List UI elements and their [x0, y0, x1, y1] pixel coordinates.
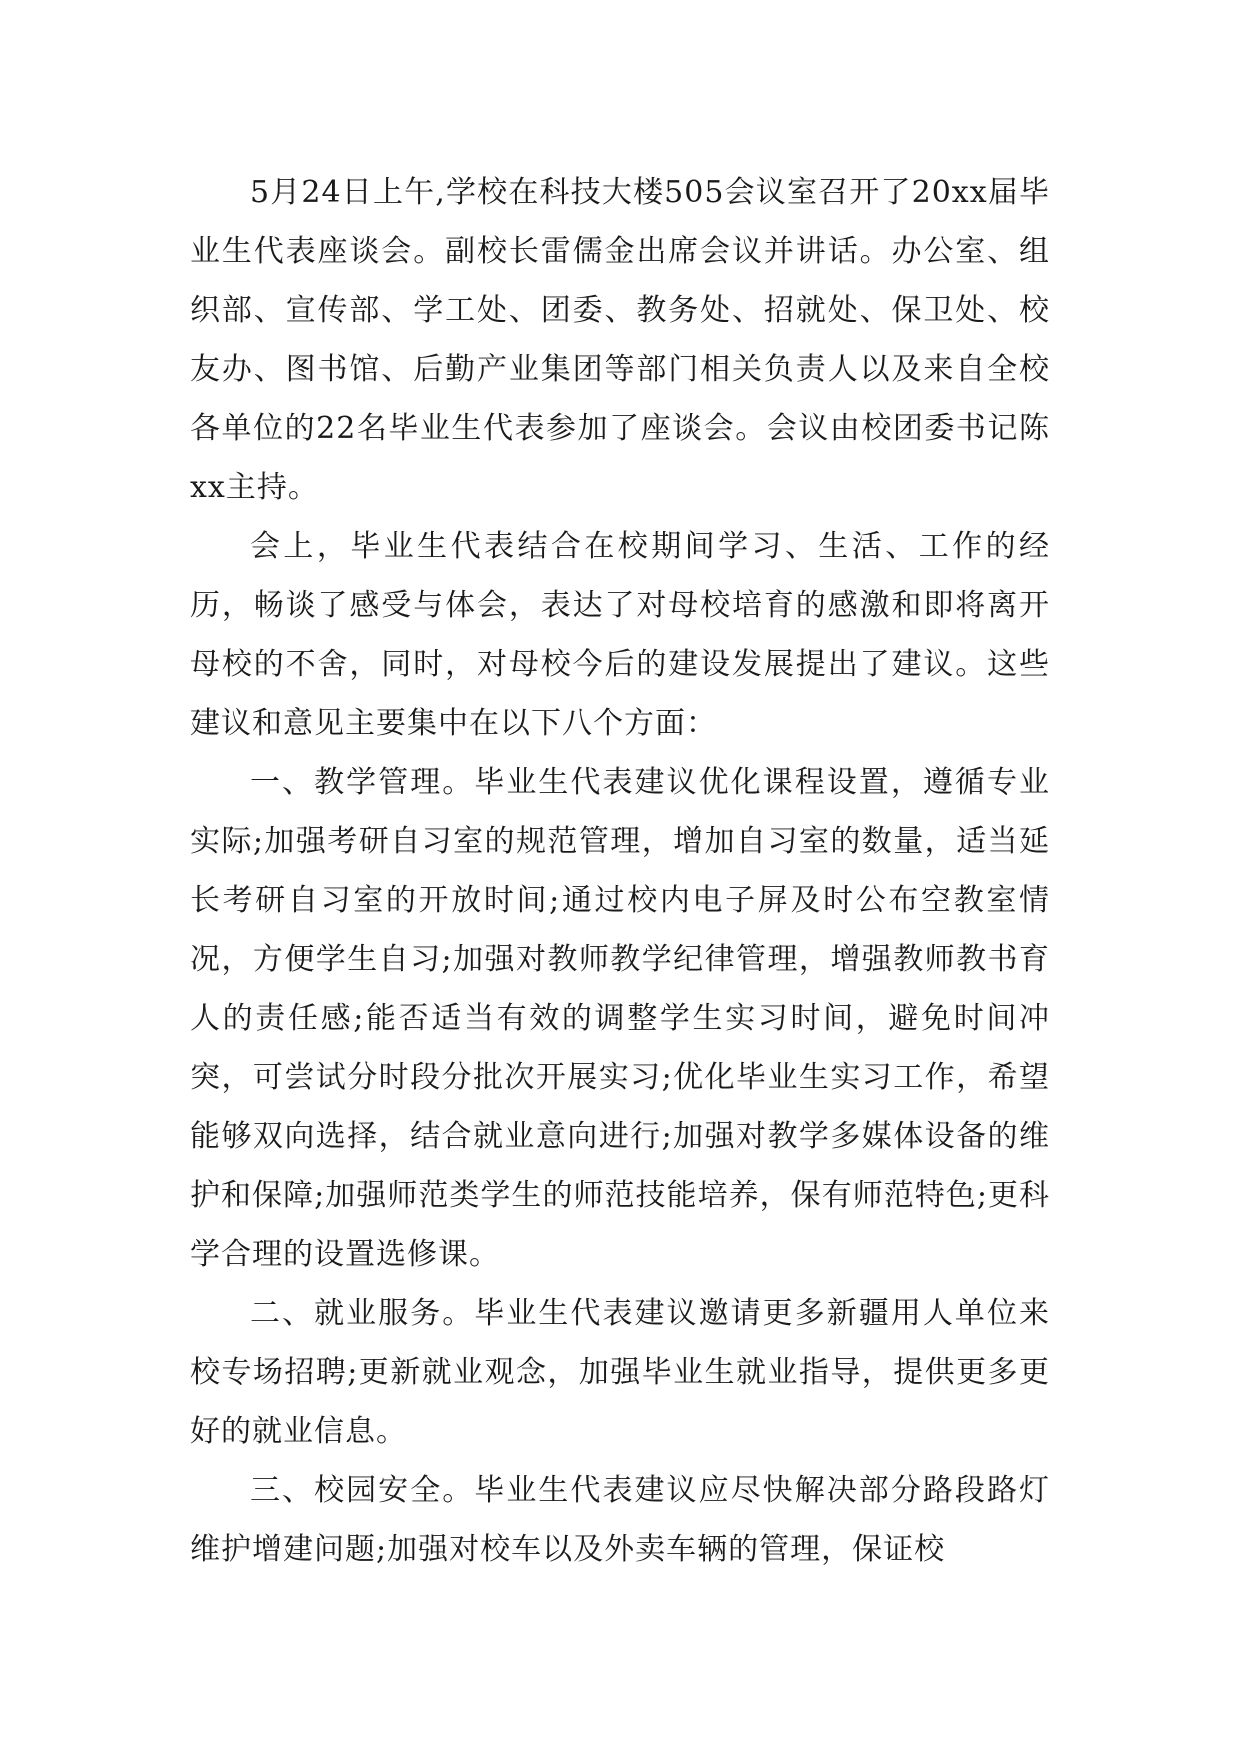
document-body [190, 163, 1050, 1579]
paragraph-meeting-intro: 5月24日上午,学校在科技大楼505会议室召开了20xx届毕业生代表座谈会。副校长雷儒金出席会议并讲话。办公室、组织部、宣传部、学工处、团委、教务处、招就处、保卫处、校友办、图书馆、后勤产业集团等部门相关负责人以及来自全校各单位的22名毕业生代表参加了座谈会。会议由校团委书记陈xx主持。 [190, 175, 1050, 505]
paragraph-suggestions-overview: 会上，毕业生代表结合在校期间学习、生活、工作的经历，畅谈了感受与体会，表达了对母校培育的感激和即将离开母校的不舍，同时，对母校今后的建设发展提出了建议。这些建议和意见主要集中在以下八个方面： [190, 529, 1050, 741]
paragraph-teaching-management: 一、教学管理。毕业生代表建议优化课程设置，遵循专业实际;加强考研自习室的规范管理，增加自习室的数量，适当延长考研自习室的开放时间;通过校内电子屏及时公布空教室情况，方便学生自习;加强对教师教学纪律管理，增强教师教书育人的责任感;能否适当有效的调整学生实习时间，避免时间冲突，可尝试分时段分批次开展实习;优化毕业生实习工作，希望能够双向选择，结合就业意向进行;加强对教学多媒体设备的维护和保障;加强师范类学生的师范技能培养，保有师范特色;更科学合理的设置选修课。 [190, 765, 1050, 1272]
paragraph-campus-safety: 三、校园安全。毕业生代表建议应尽快解决部分路段路灯维护增建问题;加强对校车以及外卖车辆的管理，保证校 [190, 1473, 1050, 1567]
paragraph-employment-services: 二、就业服务。毕业生代表建议邀请更多新疆用人单位来校专场招聘;更新就业观念，加强毕业生就业指导，提供更多更好的就业信息。 [190, 1296, 1050, 1449]
